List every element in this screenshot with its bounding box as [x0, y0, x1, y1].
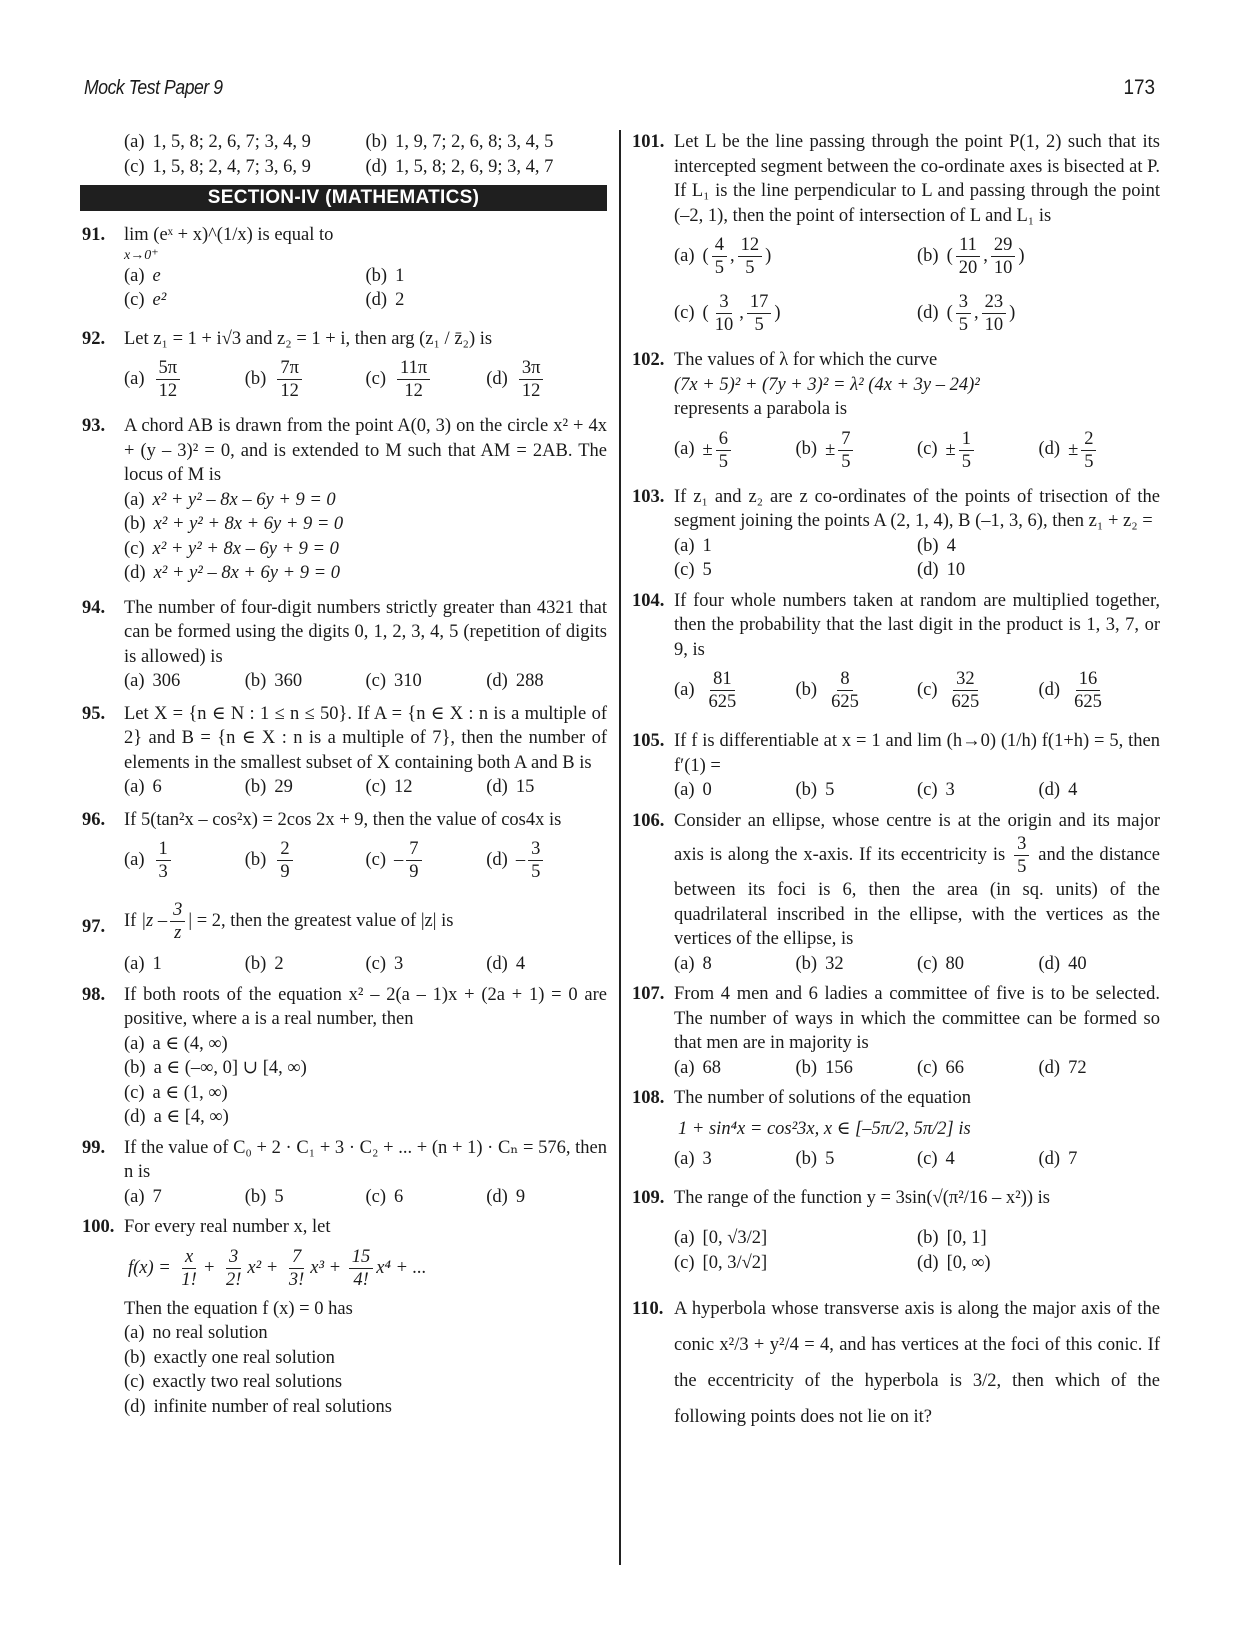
option: (b) 2: [244, 954, 284, 974]
option: (c) 6: [365, 1186, 404, 1207]
option: (c) 310: [365, 671, 422, 691]
question-97: 97. If |z – $\frac{3}{z}$ | = 2, then the greatest value of |z| is (a) 1 (b) 2 (c) 3 (d) 4: [82, 899, 607, 977]
question-103: 103. If z₁ and z₂ are z co-ordinates of the points of trisection of the segment joining the points A (2, 1, 4), B (–1, 3, 6), then z₁ + z₂ = (a) 1 (b) 4 (c) 5 (d) 10: [632, 485, 1160, 583]
option: (c) – $\frac{7}{9}$: [366, 832, 487, 889]
option: (a) 8: [674, 953, 712, 974]
option: (a) 1: [674, 535, 712, 556]
option: (c) 4: [917, 1149, 955, 1169]
question-105: 105. If f is differentiable at x = 1 and lim (h→0) (1/h) f(1+h) = 5, then f′(1) = (a) 0 (b) 5 (c) 3 (d) 4: [632, 729, 1160, 803]
question-106: 106. Consider an ellipse, whose centre is at the origin and its major axis is along the x-axis. If its eccentricity is $\frac{3}{5}$ and the distance between its foci is 6, then the area (in sq. units) of the quadrilateral inscribed in the ellipse, with the vertices as the vertices of the ellipse, is (a) 8 (b) 32 (c) 80 (d) 40: [632, 809, 1160, 977]
option: (b) 5: [795, 780, 835, 800]
question-text: A hyperbola whose transverse axis is along the major axis of the conic x²/3 + y²/4 = 4, and has vertices at the foci of this conic. If the eccentricity of the hyperbola is 3/2, then which of the following points does not lie on it?: [674, 1299, 1160, 1427]
option: (d) 72: [1038, 1057, 1087, 1078]
option: (b) exactly one real solution: [124, 1347, 335, 1368]
question-102: 102. The values of λ for which the curve (7x + 5)² + (7y + 3)² = λ² (4x + 3y – 24)² represents a parabola is (a) ± $\frac{6}{5}$ (b) ± $\frac{7}{5}$ (c) ± $\frac{1}{5}$ (d) ± $\frac{2}{5}$: [632, 348, 1160, 479]
options: [124, 351, 607, 408]
option: (a) $\frac{1}{3}$: [124, 832, 245, 889]
question-100: 100. For every real number x, let f(x) = $\frac{x}{1!}$ + $\frac{3}{2!}$ x² + $\frac{7}{3!}$ x³ + $\frac{15}{4!}$ x⁴ + ... Then the equation f (x) = 0 has (a) no real solution (b) exactly one real solution (c) exactly two real solutions (d) infinite number of real solutions: [82, 1215, 607, 1419]
options: [124, 775, 607, 800]
option: (c) 66: [917, 1057, 965, 1078]
question-text: Let L be the line passing through the point P(1, 2) such that its intercepted segment between the co-ordinate axes is bisected at P. If L₁ is the line perpendicular to L and passing through the point (–2, 1), then the point of intersection of L and L₁ is: [674, 132, 1160, 226]
option: (d) ( $\frac{3}{5}$ , $\frac{23}{10}$ ): [917, 292, 1016, 335]
options: [674, 778, 1160, 803]
question-text: A chord AB is drawn from the point A(0, 3) on the circle x² + 4x + (y – 3)² = 0, and is extended to M such that AM = 2AB. The locus of M is: [124, 416, 607, 485]
page-number: 173: [1123, 76, 1155, 99]
option: (b) 5: [795, 1149, 835, 1169]
option: (d) 7: [1038, 1149, 1078, 1169]
option: (d) 1, 5, 8; 2, 6, 9; 3, 4, 7: [365, 156, 554, 177]
option: (a) 6: [124, 777, 162, 797]
question-94: 94. The number of four-digit numbers strictly greater than 4321 that can be formed using the digits 0, 1, 2, 3, 4, 5 (repetition of digits is allowed) is (a) 306 (b) 360 (c) 310 (d) 288: [82, 596, 607, 694]
question-text: If 5(tan²x – cos²x) = 2cos 2x + 9, then the value of cos4x is: [124, 809, 562, 830]
question-text: If z₁ and z₂ are z co-ordinates of the points of trisection of the segment joining the points A (2, 1, 4), B (–1, 3, 6), then z₁ + z₂ =: [674, 486, 1160, 531]
question-text: If |z – $\frac{3}{z}$ | = 2, then the greatest value of |z| is: [124, 900, 454, 943]
right-column: [632, 130, 1160, 1441]
question-107: 107. From 4 men and 6 ladies a committee of five is to be selected. The number of ways in which the committee can be formed so that men are in majority is (a) 68 (b) 156 (c) 66 (d) 72: [632, 982, 1160, 1080]
options: [674, 952, 1160, 977]
option: (d) 288: [486, 671, 544, 691]
option: (d) 4: [1038, 780, 1078, 800]
options: [124, 1321, 607, 1419]
column-divider: [619, 130, 621, 1565]
option: (d) a ∈ [4, ∞): [124, 1107, 229, 1127]
option: (c) 5: [674, 560, 712, 580]
options: [124, 264, 607, 313]
option: (d) $\frac{16}{625}$: [1038, 669, 1102, 712]
option: (c) ± $\frac{1}{5}$: [917, 422, 1039, 479]
question-101: 101. Let L be the line passing through the point P(1, 2) such that its intercepted segment between the co-ordinate axes is bisected at P. If L₁ is the line perpendicular to L and passing through the point (–2, 1), then the point of intersection of L and L₁ is (a) ( $\frac{4}{5}$ , $\frac{12}{5}$ ) (b) ( $\frac{11}{20}$ , $\frac{29}{10}$ ) (c) ( $\frac{3}{10}$ , $\frac{17}{5}$ ) (d) ( $\frac{3}{5}$ , $\frac{23}{10}$ ): [632, 130, 1160, 342]
options: [674, 228, 1160, 342]
question-text: The values of λ for which the curve: [674, 350, 938, 370]
option: (c) 3: [917, 780, 955, 800]
question-95: 95. Let X = {n ∈ N : 1 ≤ n ≤ 50}. If A = {n ∈ X : n is a multiple of 2} and B = {n ∈ X : n is a multiple of 7}, then the number of elements in the smallest subset of X containing both A and B is (a) 6 (b) 29 (c) 12 (d) 15: [82, 702, 607, 800]
option: (b) 4: [917, 535, 956, 556]
question-108: 108. The number of solutions of the equation 1 + sin⁴x = cos²3x, x ∈ [–5π/2, 5π/2] is (a) 3 (b) 5 (c) 4 (d) 7: [632, 1086, 1160, 1172]
question-text: If f is differentiable at x = 1 and lim (h→0) (1/h) f(1+h) = 5, then f′(1) =: [674, 731, 1160, 776]
options: [124, 1032, 607, 1130]
previous-question-options: [82, 130, 607, 179]
option: (d) infinite number of real solutions: [124, 1396, 392, 1417]
option: (b) 29: [244, 777, 293, 797]
option: (a) 7: [124, 1186, 162, 1207]
question-text: If the value of C₀ + 2 · C₁ + 3 · C₂ + ... + (n + 1) · Cₙ = 576, then n is: [124, 1137, 607, 1182]
option: (a) $\frac{5\pi}{12}$: [124, 351, 245, 408]
options: [124, 952, 607, 977]
question-99: 99. If the value of C₀ + 2 · C₁ + 3 · C₂ + ... + (n + 1) · Cₙ = 576, then n is (a) 7 (b) 5 (c) 6 (d) 9: [82, 1136, 607, 1210]
option: (a) x² + y² – 8x – 6y + 9 = 0: [124, 489, 336, 510]
question-109: 109. The range of the function y = 3sin(√(π²/16 – x²)) is (a) [0, √3/2] (b) [0, 1] (c) [0, 3/√2] (d) [0, ∞): [632, 1186, 1160, 1276]
option: (b) 32: [795, 953, 844, 974]
question-text: lim (eˣ + x)^(1/x) is equal to: [124, 225, 334, 245]
option: (c) [0, 3/√2]: [674, 1252, 768, 1273]
option: (a) no real solution: [124, 1323, 268, 1343]
option: (b) ± $\frac{7}{5}$: [796, 422, 918, 479]
question-text: If both roots of the equation x² – 2(a – 1)x + (2a + 1) = 0 are positive, where a is a real number, then: [124, 984, 607, 1029]
option: (a) 68: [674, 1057, 722, 1078]
option: (c) e²: [124, 290, 167, 310]
options: [674, 1056, 1160, 1081]
question-text: The range of the function y = 3sin(√(π²/16 – x²)) is: [674, 1187, 1050, 1208]
question-104: 104. If four whole numbers taken at random are multiplied together, then the probability that the last digit in the product is 1, 3, 7, or 9, is (a) $\frac{81}{625}$ (b) $\frac{8}{625}$ (c) $\frac{32}{625}$ (d) $\frac{16}{625}$: [632, 589, 1160, 720]
option: (b) 360: [244, 671, 303, 691]
question-text: Let X = {n ∈ N : 1 ≤ n ≤ 50}. If A = {n ∈ X : n is a multiple of 2} and B = {n ∈ X : n is a multiple of 7}, then the number of elements in the smallest subset of X containing both A and B is: [124, 703, 607, 773]
left-column: [82, 130, 607, 1425]
option: (d) [0, ∞): [917, 1252, 991, 1273]
options: [674, 422, 1160, 479]
option: (a) e: [124, 265, 161, 286]
option: (b) 5: [244, 1186, 284, 1207]
formula: (7x + 5)² + (7y + 3)² = λ² (4x + 3y – 24)²: [674, 374, 980, 395]
option: (a) ± $\frac{6}{5}$: [674, 422, 796, 479]
formula: 1 + sin⁴x = cos²3x, x ∈ [–5π/2, 5π/2] is: [678, 1118, 971, 1139]
option: (c) a ∈ (1, ∞): [124, 1082, 228, 1103]
option: (c) $\frac{11\pi}{12}$: [366, 351, 487, 408]
option: (b) [0, 1]: [917, 1228, 987, 1248]
options: [674, 1147, 1160, 1172]
option: (d) 4: [486, 954, 526, 974]
option: (c) 1, 5, 8; 2, 4, 7; 3, 6, 9: [124, 156, 311, 177]
options: [124, 488, 607, 586]
option: (d) 9: [486, 1186, 526, 1207]
option: (a) [0, √3/2]: [674, 1228, 768, 1248]
question-text: From 4 men and 6 ladies a committee of five is to be selected. The number of ways in which the committee can be formed so that men are in majority is: [674, 984, 1160, 1053]
running-header-title: Mock Test Paper 9: [84, 77, 223, 99]
option: (a) a ∈ (4, ∞): [124, 1033, 228, 1054]
option: (d) 10: [917, 560, 966, 580]
question-text: For every real number x, let: [124, 1217, 331, 1237]
option: (c) $\frac{32}{625}$: [917, 669, 980, 712]
option: (b) $\frac{2}{9}$: [245, 832, 366, 889]
question-96: 96. If 5(tan²x – cos²x) = 2cos 2x + 9, then the value of cos4x is (a) $\frac{1}{3}$ (b) $\frac{2}{9}$ (c) – $\frac{7}{9}$ (d) – $\frac{3}{5}$: [82, 808, 607, 890]
option: (b) $\frac{7\pi}{12}$: [245, 351, 366, 408]
option: (b) ( $\frac{11}{20}$ , $\frac{29}{10}$ ): [917, 235, 1025, 278]
option: (b) $\frac{8}{625}$: [795, 669, 859, 712]
option: (a) 1, 5, 8; 2, 6, 7; 3, 4, 9: [124, 132, 311, 152]
option: (c) 12: [365, 777, 413, 797]
formula: f(x) = $\frac{x}{1!}$ + $\frac{3}{2!}$ x² + $\frac{7}{3!}$ x³ + $\frac{15}{4!}$ x⁴ + ...: [128, 1246, 427, 1290]
question-text: If four whole numbers taken at random are multiplied together, then the probability that the last digit in the product is 1, 3, 7, or 9, is: [674, 590, 1160, 660]
option: (d) $\frac{3\pi}{12}$: [486, 351, 607, 408]
options: [674, 662, 1160, 719]
question-text: Consider an ellipse, whose centre is at the origin and its major axis is along the x-axis. If its eccentricity is $\frac{3}{5}$ and the distance between its foci is 6, then the area (in sq. units) of the quadrilateral inscribed in the ellipse, with the vertices as the vertices of the ellipse, is: [674, 810, 1161, 949]
question-91: 91. lim (eˣ + x)^(1/x) is equal to x→0⁺ (a) e (b) 1 (c) e² (d) 2: [82, 223, 607, 313]
option: (d) 15: [486, 777, 535, 797]
option: (a) $\frac{81}{625}$: [674, 669, 737, 712]
section-heading: SECTION-IV (MATHEMATICS): [80, 185, 607, 211]
option: (b) a ∈ (–∞, 0] ∪ [4, ∞): [124, 1058, 307, 1078]
option: (c) x² + y² + 8x – 6y + 9 = 0: [124, 538, 339, 559]
question-text: Let z₁ = 1 + i√3 and z₂ = 1 + i, then arg (z₁ / z̄₂) is: [124, 328, 493, 349]
option: (d) x² + y² – 8x + 6y + 9 = 0: [124, 563, 340, 583]
question-text: The number of solutions of the equation: [674, 1088, 971, 1108]
options: [124, 1185, 607, 1210]
question-93: 93. A chord AB is drawn from the point A(0, 3) on the circle x² + 4x + (y – 3)² = 0, and is extended to M such that AM = 2AB. The locus of M is (a) x² + y² – 8x – 6y + 9 = 0 (b) x² + y² + 8x + 6y + 9 = 0 (c) x² + y² + 8x – 6y + 9 = 0 (d) x² + y² – 8x + 6y + 9 = 0: [82, 414, 607, 586]
question-110: 110. A hyperbola whose transverse axis is along the major axis of the conic x²/3 + y²/4 = 4, and has vertices at the foci of this conic. If the eccentricity of the hyperbola is 3/2, then which of the following points does not lie on it?: [632, 1291, 1160, 1435]
question-text: The number of four-digit numbers strictly greater than 4321 that can be formed using the digits 0, 1, 2, 3, 4, 5 (repetition of digits is allowed) is: [124, 597, 607, 667]
option: (b) x² + y² + 8x + 6y + 9 = 0: [124, 514, 344, 534]
option: (a) 0: [674, 780, 712, 800]
options: [674, 1226, 1160, 1275]
option: (d) – $\frac{3}{5}$: [486, 832, 607, 889]
option: (a) 306: [124, 671, 181, 691]
options: [124, 832, 607, 889]
option: (a) 1: [124, 954, 162, 974]
option: (c) 80: [917, 953, 965, 974]
option: (d) 2: [365, 290, 405, 310]
option: (a) 3: [674, 1149, 712, 1169]
option: (c) 3: [365, 954, 404, 974]
option: (d) 40: [1038, 953, 1087, 974]
option: (c) ( $\frac{3}{10}$ , $\frac{17}{5}$ ): [674, 292, 781, 335]
option: (b) 1, 9, 7; 2, 6, 8; 3, 4, 5: [365, 132, 554, 152]
option: (b) 156: [795, 1057, 853, 1078]
option: (c) exactly two real solutions: [124, 1372, 343, 1392]
options: [124, 669, 607, 694]
option: (d) ± $\frac{2}{5}$: [1039, 422, 1161, 479]
options: [674, 534, 1160, 583]
question-98: 98. If both roots of the equation x² – 2(a – 1)x + (2a + 1) = 0 are positive, where a is a real number, then (a) a ∈ (4, ∞) (b) a ∈ (–∞, 0] ∪ [4, ∞) (c) a ∈ (1, ∞) (d) a ∈ [4, ∞): [82, 983, 607, 1130]
option: (a) ( $\frac{4}{5}$ , $\frac{12}{5}$ ): [674, 235, 772, 278]
option: (b) 1: [365, 265, 405, 286]
question-92: 92. Let z₁ = 1 + i√3 and z₂ = 1 + i, then arg (z₁ / z̄₂) is (a) $\frac{5\pi}{12}$ (b) $\frac{7\pi}{12}$ (c) $\frac{11\pi}{12}$ (d) $\frac{3\pi}{12}$: [82, 327, 607, 409]
